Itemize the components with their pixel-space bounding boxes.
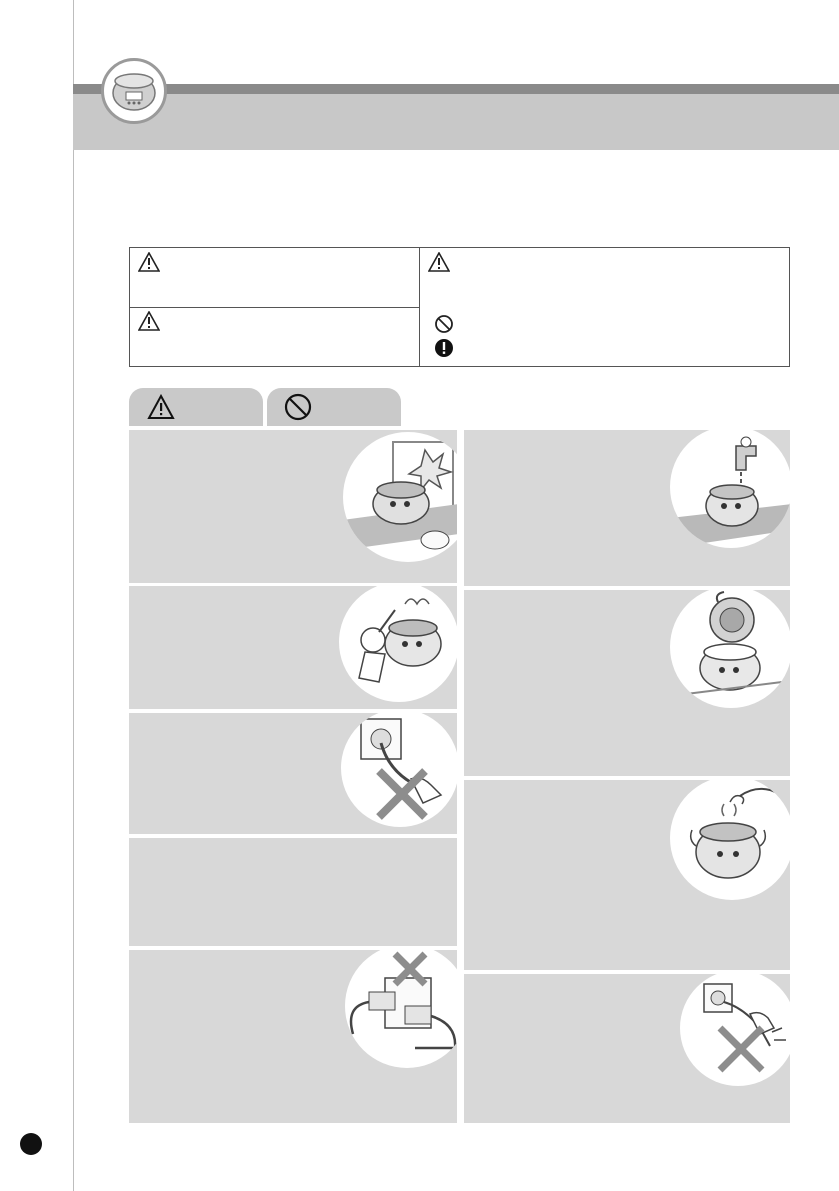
legend-divider xyxy=(130,307,419,308)
header-band xyxy=(73,94,839,150)
warning-triangle-icon xyxy=(138,252,160,272)
open-lid-icon xyxy=(670,590,790,708)
card-6 xyxy=(464,430,790,586)
card-3 xyxy=(129,713,457,834)
multi-outlet-icon xyxy=(345,950,457,1068)
prohibited-icon xyxy=(283,392,313,422)
card-1 xyxy=(129,430,457,583)
warning-triangle-icon xyxy=(147,394,175,420)
warning-triangle-icon xyxy=(428,252,450,272)
card-9 xyxy=(464,974,790,1123)
steam-vent-hand-icon xyxy=(670,780,790,900)
page-number-bullet xyxy=(20,1133,42,1155)
exclamation-circle-icon xyxy=(434,338,454,358)
card-7 xyxy=(464,590,790,776)
child-reaching-icon xyxy=(339,586,457,702)
header-bar-dark xyxy=(73,84,839,94)
card-2 xyxy=(129,586,457,709)
cooker-dropped-icon xyxy=(343,432,457,562)
tab-prohibited xyxy=(267,388,401,426)
wet-hand-plug-icon xyxy=(680,974,790,1086)
water-tap-icon xyxy=(670,430,790,548)
rice-cooker-icon xyxy=(101,58,167,124)
warning-triangle-icon xyxy=(138,311,160,331)
card-4 xyxy=(129,838,457,946)
damaged-plug-icon xyxy=(341,713,457,827)
card-5 xyxy=(129,950,457,1123)
card-8 xyxy=(464,780,790,970)
prohibited-icon xyxy=(434,314,454,334)
tab-warning xyxy=(129,388,263,426)
margin-line xyxy=(73,0,74,1191)
symbol-legend xyxy=(129,247,790,367)
